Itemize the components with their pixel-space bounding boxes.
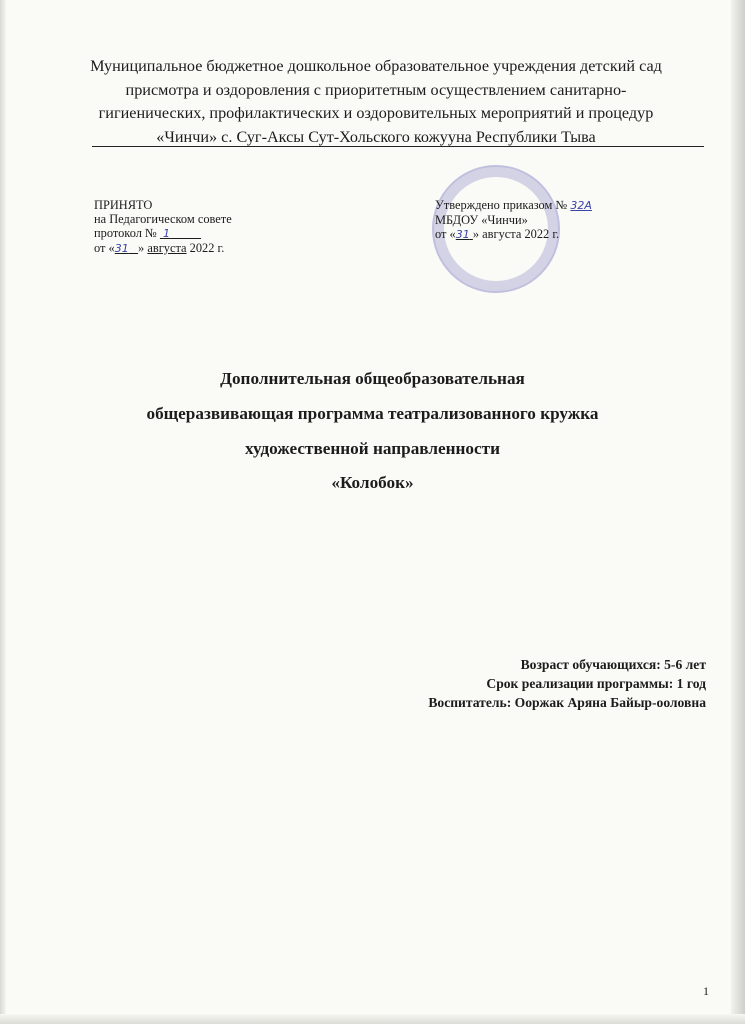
program-title [70,362,675,501]
scan-edge-bottom [0,1014,745,1024]
info-age: Возраст обучающихся: 5-6 лет [520,657,706,672]
accepted-month: августа [147,241,187,255]
date-mid: » [138,241,148,255]
scan-edge-right [731,0,745,1024]
approved-date [435,227,592,242]
approved-institution: МБДОУ «Чинчи» [435,213,528,227]
accepted-day: 31 [114,242,129,255]
date-prefix: от « [94,241,115,255]
header-line: присмотра и оздоровления с приоритетным осуществлением санитарно- [125,80,627,99]
approved-date-suffix: » августа 2022 г. [472,227,560,241]
title-line: «Колобок» [331,473,414,493]
header-line: «Чинчи» с. Суг-Аксы Сут-Хольского кожууна Республики Тыва [156,127,596,146]
info-duration: Срок реализации программы: 1 год [486,676,706,691]
approved-day: 31 [455,228,470,241]
date-prefix: от « [435,227,456,241]
order-prefix: Утверждено приказом № [435,198,571,212]
day-field [456,227,473,241]
approved-block [435,198,592,242]
accepted-protocol [94,226,232,241]
accepted-year: 2022 г. [186,241,225,255]
approved-order [435,198,592,213]
title-line: художественной направленности [245,438,500,458]
title-line: Дополнительная общеобразовательная [220,369,525,388]
institution-header [70,55,682,149]
protocol-number-field [160,226,201,240]
protocol-prefix: протокол № [94,226,160,240]
accepted-council: на Педагогическом совете [94,212,232,226]
protocol-number: 1 [163,227,171,240]
order-number: 32А [570,199,592,212]
info-teacher: Воспитатель: Ооржак Аряна Байыр-ооловна [428,695,706,710]
accepted-block [94,198,232,256]
header-line: гигиенических, профилактических и оздоровительных мероприятий и процедур [98,104,654,122]
header-line: Муниципальное бюджетное дошкольное образовательное учреждения детский сад [90,57,662,75]
scan-edge-left [0,0,6,1024]
page-number: 1 [703,984,709,998]
program-info [428,655,706,712]
header-divider [92,146,704,147]
accepted-date [94,241,232,256]
day-field [115,241,138,255]
accepted-label: ПРИНЯТО [94,198,153,212]
title-line: общеразвивающая программа театрализованного кружка [146,403,599,423]
